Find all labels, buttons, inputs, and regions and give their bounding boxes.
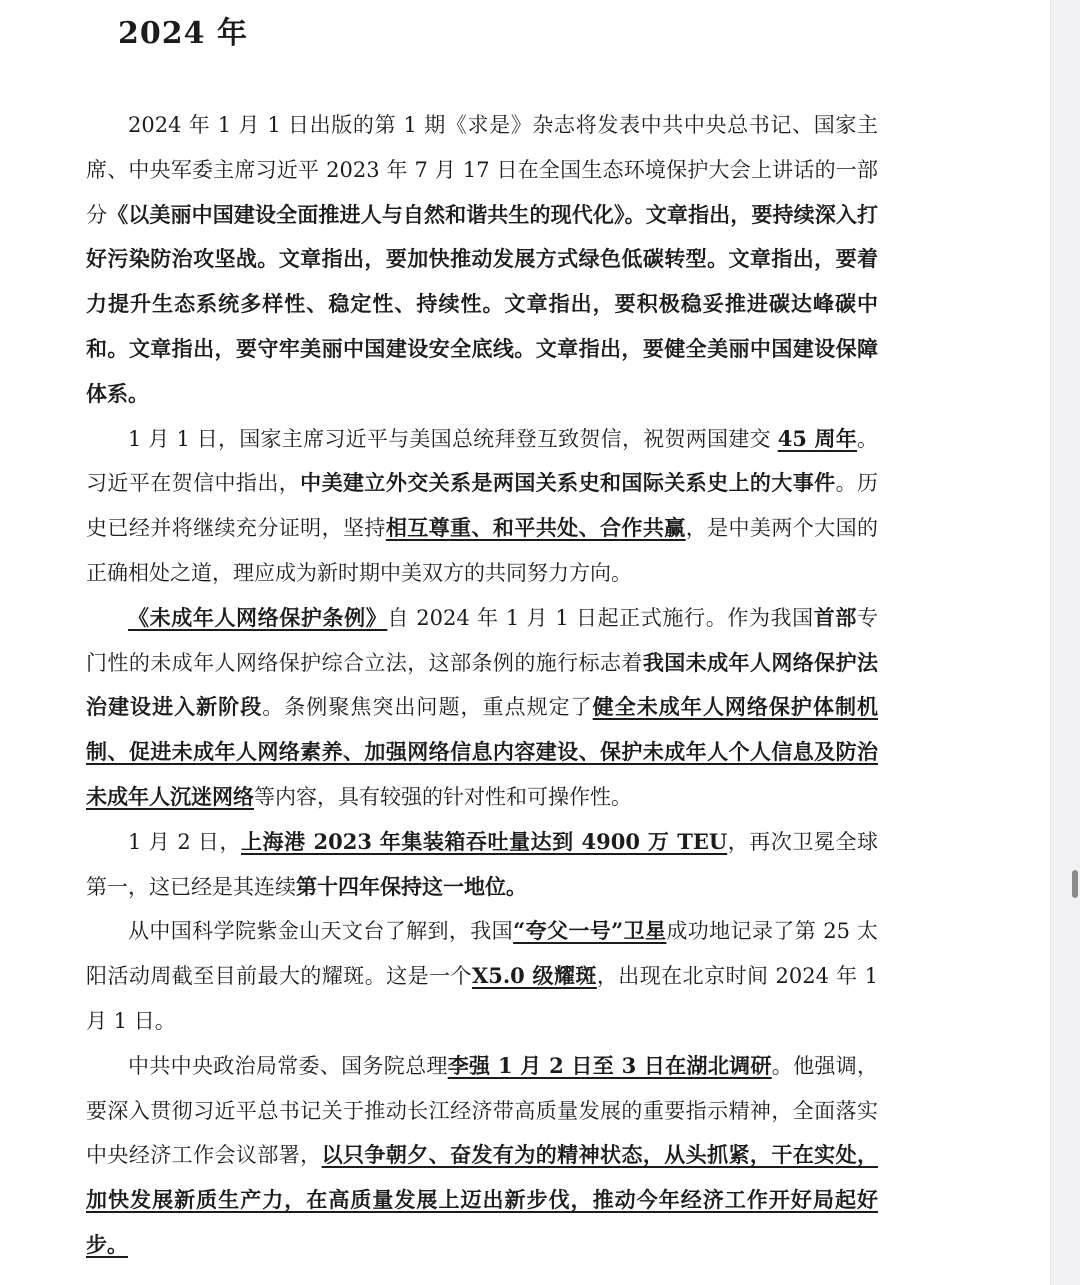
text-segment: 中共中央政治局常委、国务院总理 (128, 1053, 448, 1078)
text-segment: ，出现在北京时间 2024 年 1 月 1 日。 (86, 964, 878, 1033)
page-title: 2024 年 (118, 16, 248, 51)
text-segment: 《未成年人网络保护条例》 (128, 604, 388, 630)
text-segment: 。他强调，要深入贯彻习近平总书记关于推动长江经济带高质量发展的重要指示精神，全面落实中央经济工作会议部署， (86, 1053, 879, 1168)
text-segment: 自 2024 年 1 月 1 日起正式施行。作为我国 (387, 605, 814, 630)
scrollbar-track[interactable] (1050, 0, 1080, 1285)
paragraph (86, 103, 878, 417)
text-segment: 以只争朝夕、奋发有为的精神状态，从头抓紧，干在实处，加快发展新质生产力，在高质量发展上迈出新步伐，推动今年经济工作开好局起好步。 (86, 1142, 879, 1257)
text-segment: 1 月 2 日， (128, 829, 242, 854)
text-segment: 李强 1 月 2 日至 3 日在湖北调研 (447, 1052, 772, 1078)
text-segment: 1 月 1 日，国家主席习近平与美国总统拜登互致贺信，祝贺两国建交 (128, 426, 778, 451)
scrollbar-thumb[interactable] (1072, 870, 1078, 898)
text-segment: 中美建立外交关系是两国关系史和国际关系史上的大事件 (300, 470, 836, 496)
paragraph (86, 820, 878, 910)
text-segment: 。习近平在贺信中指出， (86, 426, 878, 496)
text-segment: 第十四年保持这一地位。 (296, 873, 527, 899)
paragraph (86, 1044, 878, 1268)
paragraph (86, 596, 878, 820)
text-segment: X5.0 级耀斑 (471, 963, 597, 989)
text-segment: 健全未成年人网络保护体制机制、促进未成年人网络素养、加强网络信息内容建设、保护未成年人个人信息及防治未成年人沉迷网络 (86, 694, 879, 809)
text-segment: 专门性的未成年人网络保护综合立法，这部条例的施行标志着 (86, 605, 879, 675)
text-segment: 《以美丽中国建设全面推进人与自然和谐共生的现代化》。文章指出，要持续深入打好污染防治攻坚战。文章指出，要加快推动发展方式绿色低碳转型。文章指出，要着力提升生态系统多样性、稳定性、持续性。文章指出，要积极稳妥推进碳达峰碳中和。文章指出，要守牢美丽中国建设安全底线。文章指出，要健全美丽中国建设保障体系。 (86, 201, 878, 406)
text-segment: “夸父一号”卫星 (513, 918, 667, 944)
text-segment: 首部 (813, 604, 858, 630)
text-segment: 2024 年 1 月 1 日出版的第 1 期《求是》杂志将发表中共中央总书记、国家主席、中央军委主席习近平 2023 年 7 月 17 日在全国生态环境保护大会上讲话的一部分 (86, 113, 878, 227)
paragraph (86, 909, 878, 1043)
text-segment: 。条例聚焦突出问题，重点规定了 (262, 695, 593, 720)
text-segment: 上海港 2023 年集装箱吞吐量达到 4900 万 TEU (241, 828, 728, 854)
text-segment: 相互尊重、和平共处、合作共赢 (385, 515, 686, 541)
text-segment: 。历史已经并将继续充分证明，坚持 (86, 471, 879, 541)
text-segment: 成功地记录了第 25 太阳活动周截至目前最大的耀斑。这是一个 (86, 919, 878, 989)
text-segment: 从中国科学院紫金山天文台了解到，我国 (128, 919, 514, 944)
text-segment: ，是中美两个大国的正确相处之道，理应成为新时期中美双方的共同努力方向。 (86, 516, 879, 585)
text-segment: 等内容，具有较强的针对性和可操作性。 (254, 784, 632, 809)
paragraph (86, 417, 878, 596)
text-segment: 45 周年 (777, 425, 857, 451)
text-segment: ，再次卫冕全球第一，这已经是其连续 (86, 829, 879, 899)
text-segment: 我国未成年人网络保护法治建设进入新阶段 (86, 649, 879, 720)
document-body (86, 103, 878, 1268)
